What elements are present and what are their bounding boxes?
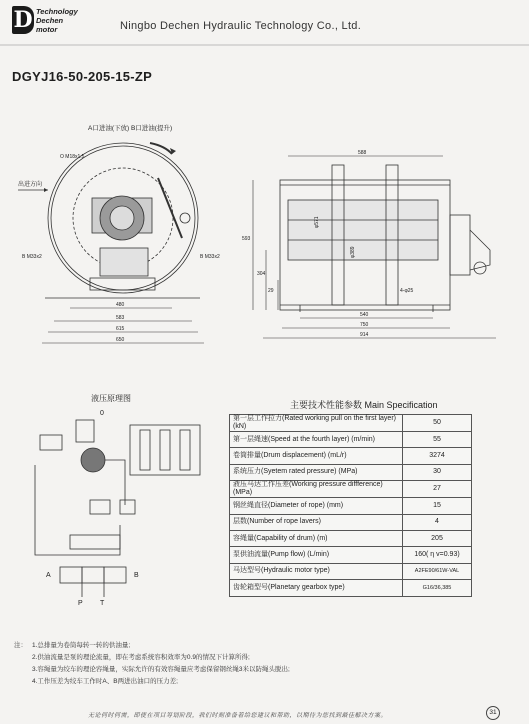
spec-row: 第一层工作拉力(Rated working pull on the first layer) (kN) 50 <box>230 415 472 432</box>
spec-row: 容绳量(Capability of drum) (m) 205 <box>230 530 472 546</box>
model-title: DGYJ16-50-205-15-ZP <box>12 69 153 84</box>
schematic-label-0: 0 <box>100 410 104 417</box>
front-view-drawing <box>0 118 225 353</box>
dim-914: 914 <box>360 332 369 338</box>
spec-table <box>229 414 472 597</box>
notes-label: 注： <box>14 642 27 649</box>
thread-top-label: O M18x1.5 <box>60 154 85 160</box>
dim-phi389: φ389 <box>350 246 356 258</box>
company-name: Ningbo Dechen Hydraulic Technology Co., Ltd. <box>120 20 362 32</box>
schematic-label-b: B <box>134 572 139 579</box>
logo-letter: D <box>13 7 33 33</box>
spec-row: 卷筒排量(Drum displacement) (mL/r) 3274 <box>230 448 472 464</box>
dim-29: 29 <box>268 288 274 294</box>
spec-row: 钢丝绳直径(Diameter of rope) (mm) 15 <box>230 498 472 514</box>
note-item: 4.工作压差为绞车工作时A、B两进出油口的压力差; <box>32 678 178 685</box>
page-number: 31 <box>486 706 500 720</box>
note-item: 2.供油流量是泵的理论流量，即在考虑系统容积效率为0.9的情况下计算所得; <box>32 654 250 661</box>
b-port-right-label: B M33x2 <box>200 254 220 260</box>
dim-615: 615 <box>116 326 125 332</box>
dim-480: 480 <box>116 302 125 308</box>
dim-phi571: φ571 <box>314 216 320 228</box>
spec-row: 第一层绳速(Speed at the fourth layer) (m/min) 55 <box>230 432 472 448</box>
footer-text: 无论何时何需，即使在项目筹划阶段，我们时刻准备着给您建议和帮助，以期待为您找到最佳解决方案。 <box>88 712 388 719</box>
dim-593: 593 <box>242 236 251 242</box>
spec-title: 主要技术性能参数 Main Specification <box>290 400 438 410</box>
logo-text: Technology Dechen motor <box>36 7 78 34</box>
out-direction-label: 出进方向 <box>18 182 43 188</box>
dim-4-holes: 4-φ25 <box>400 288 414 294</box>
spec-row: 泵供油流量(Pump flow) (L/min) 160( η v=0.93) <box>230 547 472 563</box>
port-label: A口进油(下放) B口进油(提升) <box>88 125 173 132</box>
hydraulic-schematic <box>30 405 225 610</box>
company-logo <box>12 6 78 36</box>
schematic-label-t: T <box>100 600 105 607</box>
dim-588: 588 <box>358 150 367 156</box>
spec-row: 液压马达工作压差(Working pressure diffference) (MPa) 27 <box>230 481 472 498</box>
b-port-left-label: B M33x2 <box>22 254 42 260</box>
side-view-drawing <box>228 140 528 345</box>
header-divider <box>0 44 529 46</box>
dim-650: 650 <box>116 337 125 343</box>
spec-row: 层数(Number of rope lavers) 4 <box>230 514 472 530</box>
spec-row: 马达型号(Hydraulic motor type) A2FE90/61W-VAL <box>230 563 472 579</box>
spec-row: 系统压力(Syetem rated pressure) (MPa) 30 <box>230 464 472 480</box>
dim-750: 750 <box>360 322 369 328</box>
schematic-label-a: A <box>46 572 51 579</box>
notes <box>14 640 434 688</box>
note-item: 1.总排量为卷筒每转一转的供油量; <box>32 642 131 649</box>
dim-583: 583 <box>116 315 125 321</box>
dim-540: 540 <box>360 312 369 318</box>
schematic-label-p: P <box>78 600 83 607</box>
dim-304: 304 <box>257 271 266 277</box>
hydraulic-title: 液压原理图 <box>91 394 131 403</box>
note-item: 3.容绳量为绞车的理论容绳量，实际允许的有效容绳量应考虑保留钢丝绳3米以防绳头脱出; <box>32 666 290 673</box>
spec-row: 齿轮箱型号(Planetary gearbox type) G16/36,385 <box>230 580 472 596</box>
